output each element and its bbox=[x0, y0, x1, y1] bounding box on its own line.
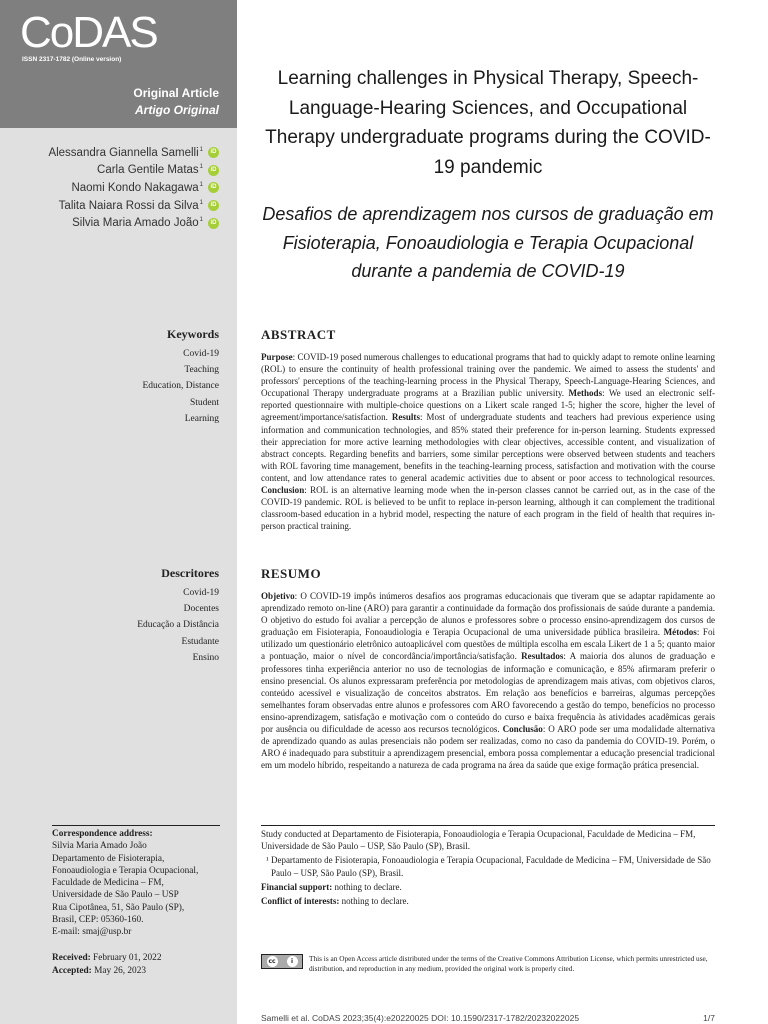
author-list bbox=[48, 144, 219, 232]
author: Silvia Maria Amado João $^1$ iD bbox=[48, 214, 219, 232]
sidebar bbox=[0, 0, 237, 1024]
resumo-heading: RESUMO bbox=[261, 566, 322, 581]
article-type bbox=[133, 86, 219, 117]
footnotes bbox=[261, 825, 715, 907]
page-footer bbox=[261, 1013, 715, 1023]
correspondence-label: Correspondence address: bbox=[52, 829, 153, 839]
descritor: Covid-19 bbox=[183, 588, 219, 598]
conflict-note: Conflict of interests: nothing to declare. bbox=[261, 896, 409, 907]
keyword: Teaching bbox=[184, 365, 219, 376]
correspondence-address: Correspondence address: Silvia Maria Amado João Departamento de Fisioterapia, Fonoaudiologia e Terapia Ocupacional, Faculdade de Medicina – FM, Universidade de São Paulo – USP Rua Cipotânea, 51, São Paulo (SP), Brasil, CEP: 05360-160. E-mail: smaj@usp.br bbox=[52, 825, 220, 939]
cc-icon: cc bbox=[268, 958, 276, 965]
descritores-title: Descritores bbox=[161, 566, 219, 580]
resumo-body: Objetivo: O COVID-19 impôs inúmeros desafios aos programas educacionais que tiveram que se adaptar rapidamente ao aprendizado remoto on-line (ARO) para garantir a continuidade da formação dos profissionais de saúde durante a pandemia. O objetivo do estudo foi avaliar a percepção de alunos e professores sobre o processo ensino-aprendizagem dos cursos de graduação em Fisioterapia, Fonoaudiologia e Terapia Ocupacional de uma universidade pública brasileira. Métodos: Foi utilizado um questionário eletrônico autoaplicável com questões de múltipla escolha em escala Likert de 1 a 5; quanto maior a pontuação, maior o nível de concordância/importância/satisfação. Resultados: A maioria dos alunos de graduação e professores tinha experiência anterior no uso de tecnologias de informação e comunicação, e 85% afirmaram preferir o ensino presencial. Os alunos expressaram preferência por metodologias de aprendizagem mais ativas, com objetivos claros, conteúdo acessível e visualização de conceitos abstratos. Em relação aos benefícios e barreiras, algumas percepções semelhantes foram observadas entre alunos e professores com ARO favorecendo a gestão do tempo, benefícios no processo ensino-aprendizagem, satisfação e motivação com o conteúdo do curso e baixa frequência às atividades acadêmicas gerais por ausência ou dificuldade de acesso aos recursos tecnológicos. Conclusão: O ARO pode ser uma modalidade alternativa de aprendizado quando as aulas presenciais não podem ser realizadas, como no caso da pandemia do COVID-19. Porém, o ARO é inadequado para substituir a aprendizagem presencial, embora possa complementar a educação presencial tradicional em um modelo híbrido, respeitando a natureza de cada programa na área da saúde que exige formação prática presencial. bbox=[261, 591, 716, 771]
keyword: Student bbox=[189, 397, 219, 408]
descritor: Educação a Distância bbox=[137, 620, 219, 631]
author: Alessandra Giannella Samelli $^1$ iD bbox=[48, 144, 219, 162]
abstract-body: Purpose: COVID-19 posed numerous challenges to educational programs that had to quickly adapt to remote online learning (ROL) to ensure the continuity of health professional training over the pandemic. We aimed to assess the students' and professors' perceptions of the teaching-learning process in the Physical Therapy, Speech-Language-Hearing Sciences, and Occupational Therapy undergraduate programs at a Brazilian public university. Methods: We used an electronic self-reported questionnaire with multiple-choice questions on a Likert scale ranged 1-5; higher the score, higher the level of agreement/importance/satisfaction. Results: Most of undergraduate students and teachers had previous experience using information and communication technologies, and 85% stated their preference for in-person learning. Students expressed their appreciation for more active learning methodologies with clear objectives, accessible content, and visualization of abstract concepts. Regarding benefits and barriers, some similar perceptions were observed between students and teachers with ROL favoring time management, benefits in the teaching-learning process, satisfaction and motivation with the course content, and low attendance rates to general academic activities due to absent or poor access to technological resources. Conclusion: ROL is an alternative learning mode when the in-person classes cannot be carried out, as in the case of the COVID-19 pandemic. ROL is believed to be unfit to replace in-person learning, although it can complement the traditional classroom-based education in a hybrid model, respecting the nature of each program in the field of health that requires in-person practical training. bbox=[261, 352, 715, 532]
descritor: Ensino bbox=[192, 652, 219, 663]
keyword: Learning bbox=[184, 413, 219, 424]
financial-note: Financial support: nothing to declare. bbox=[261, 881, 402, 892]
license-text: This is an Open Access article distributed under the terms of the Creative Commons Attribution License, which permits unrestricted use, distribution, and reproduction in any medium, provided the original work is properly cited. bbox=[309, 954, 708, 973]
page-number: 1/7 bbox=[703, 1013, 715, 1023]
by-icon: i bbox=[287, 956, 298, 967]
author: Talita Naiara Rossi da Silva $^1$ iD bbox=[48, 197, 219, 215]
keywords-title: Keywords bbox=[167, 327, 219, 341]
email-link[interactable]: E-mail: smaj@usp.br bbox=[52, 927, 132, 938]
author: Naomi Kondo Nakagawa $^1$ iD bbox=[48, 179, 219, 197]
author: Carla Gentile Matas $^1$ iD bbox=[48, 162, 219, 180]
keyword: Education, Distance bbox=[142, 381, 219, 392]
received-date: February 01, 2022 bbox=[93, 953, 162, 963]
license-notice bbox=[261, 954, 715, 974]
title-english: Learning challenges in Physical Therapy, Speech-Language-Hearing Sciences, and Occupational Therapy undergraduate programs during the COVID-19 pandemic bbox=[265, 68, 711, 178]
journal-header bbox=[0, 0, 237, 128]
accepted-date: May 26, 2023 bbox=[94, 966, 146, 976]
orcid-icon[interactable]: iD bbox=[208, 200, 219, 211]
descritor: Docentes bbox=[183, 604, 219, 615]
orcid-icon[interactable]: iD bbox=[208, 218, 219, 229]
affiliation-note: ¹ Departamento de Fisioterapia, Fonoaudiologia e Terapia Ocupacional, Faculdade de Medicina – FM, Universidade de São Paulo – USP, São Paulo (SP), Brasil. bbox=[266, 855, 711, 878]
study-note: Study conducted at Departamento de Fisioterapia, Fonoaudiologia e Terapia Ocupacional, Faculdade de Medicina – FM, Universidade de São Paulo – USP, São Paulo (SP), Brasil. bbox=[261, 829, 696, 852]
orcid-icon[interactable]: iD bbox=[208, 165, 219, 176]
abstract-heading: ABSTRACT bbox=[261, 327, 336, 342]
article-type-en: Original Article bbox=[133, 86, 219, 100]
orcid-icon[interactable]: iD bbox=[208, 147, 219, 158]
divider bbox=[261, 825, 715, 826]
orcid-icon[interactable]: iD bbox=[208, 182, 219, 193]
keyword: Covid-19 bbox=[183, 349, 219, 359]
descritor: Estudante bbox=[181, 636, 219, 647]
dates: Received: February 01, 2022 Accepted: May 26, 2023 bbox=[52, 953, 162, 976]
citation[interactable]: Samelli et al. CoDAS 2023;35(4):e20220025 DOI: 10.1590/2317-1782/20232022025 bbox=[261, 1013, 580, 1023]
divider bbox=[52, 825, 220, 826]
article-type-pt: Artigo Original bbox=[135, 103, 219, 117]
journal-logo[interactable]: CoDAS bbox=[20, 8, 157, 57]
keywords bbox=[142, 327, 219, 430]
title-portuguese: Desafios de aprendizagem nos cursos de graduação em Fisioterapia, Fonoaudiologia e Terapia Ocupacional durante a pandemia de COVID-19 bbox=[262, 204, 714, 281]
issn: ISSN 2317-1782 (Online version) bbox=[22, 56, 122, 63]
descritores bbox=[137, 566, 219, 669]
cc-license-icon[interactable] bbox=[261, 954, 303, 969]
